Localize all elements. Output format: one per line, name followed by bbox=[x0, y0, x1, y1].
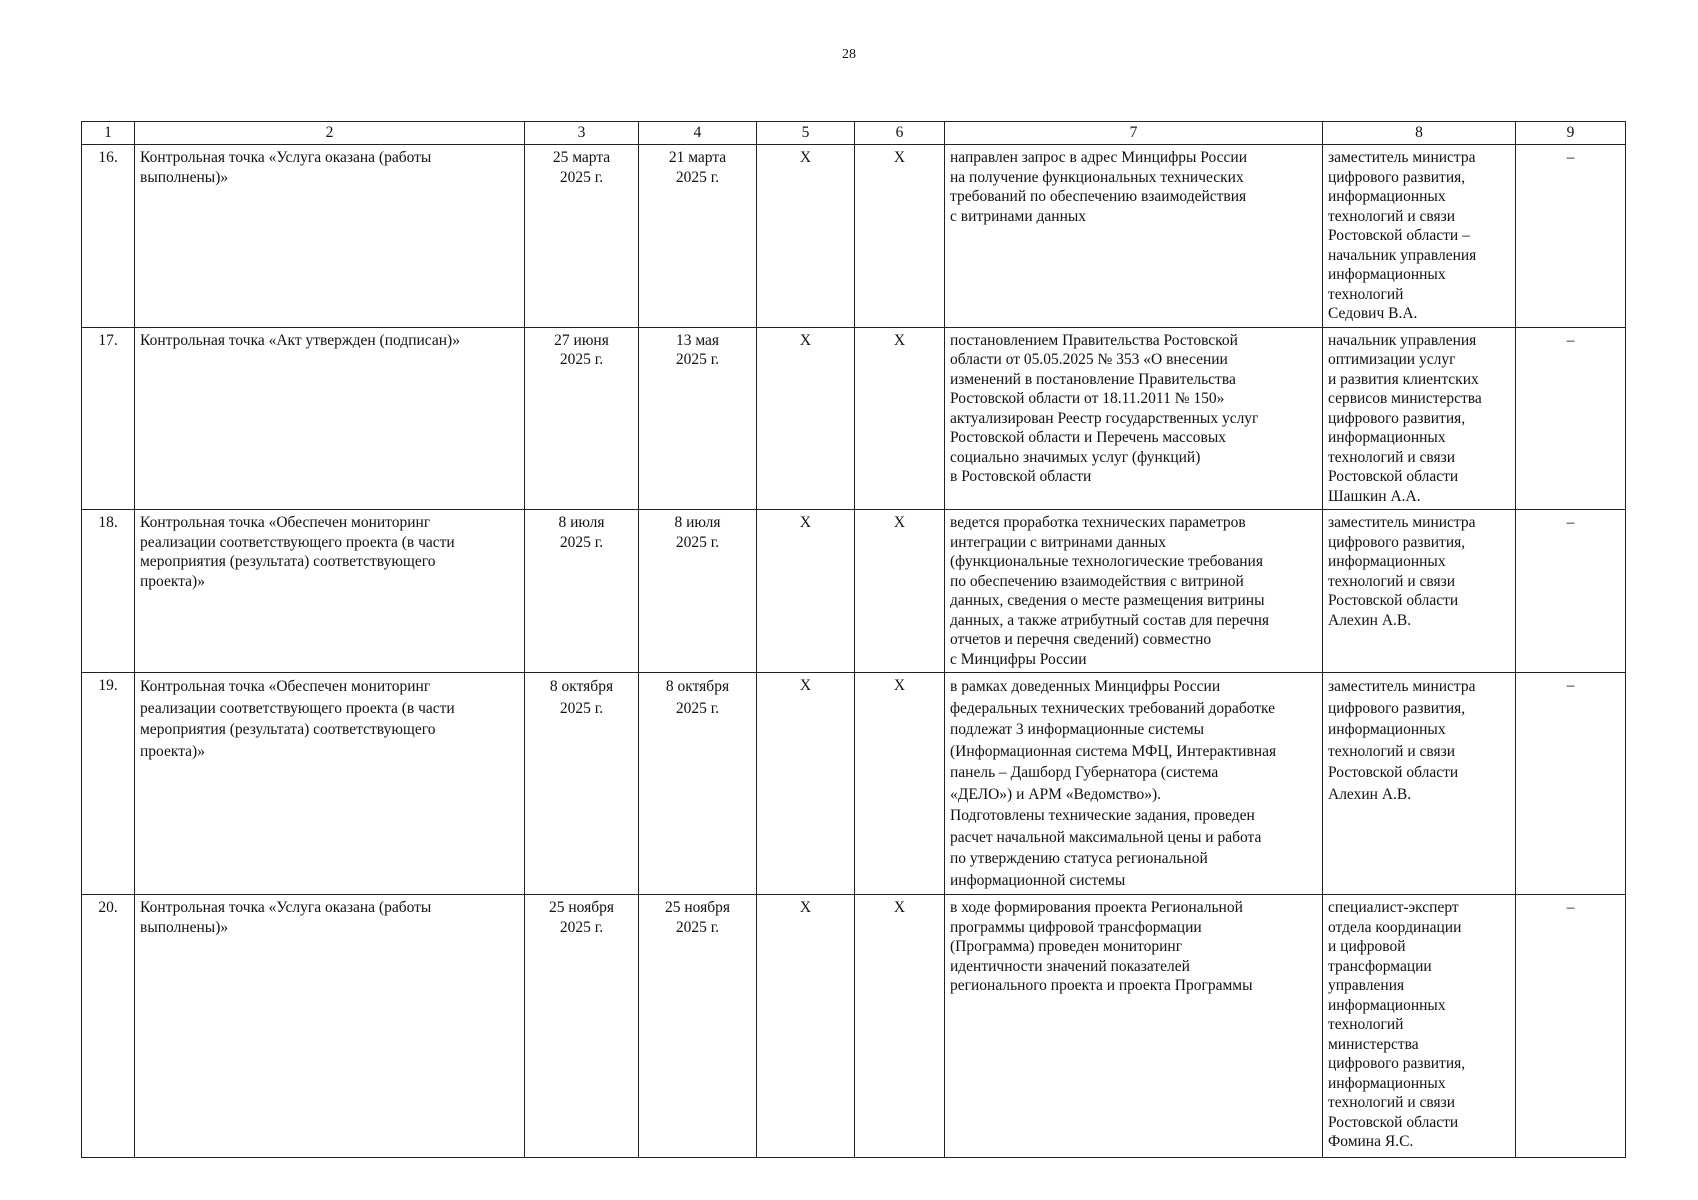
table-row bbox=[82, 673, 1626, 895]
checkpoints-table bbox=[81, 121, 1626, 1158]
checkpoint-name: Контрольная точка «Услуга оказана (работы выполнены)» bbox=[135, 895, 525, 1158]
column-header: 4 bbox=[639, 122, 757, 145]
responsible-person: заместитель министра цифрового развития, информационных технологий и связи Ростовской области Алехин А.В. bbox=[1323, 510, 1516, 673]
responsible-person: заместитель министра цифрового развития, информационных технологий и связи Ростовской области Алехин А.В. bbox=[1323, 673, 1516, 895]
column-6-cell: X bbox=[855, 327, 945, 510]
planned-date: 25 ноября 2025 г. bbox=[525, 895, 639, 1158]
table-row bbox=[82, 510, 1626, 673]
actual-date: 8 октября 2025 г. bbox=[639, 673, 757, 895]
checkpoint-name: Контрольная точка «Обеспечен мониторинг реализации соответствующего проекта (в части мероприятия (результата) соответствующего проекта)» bbox=[135, 673, 525, 895]
column-5-cell: X bbox=[757, 327, 855, 510]
responsible-person: начальник управления оптимизации услуг и развития клиентских сервисов министерства цифрового развития, информационных технологий и связи Ростовской области Шашкин А.А. bbox=[1323, 327, 1516, 510]
column-6-cell: X bbox=[855, 895, 945, 1158]
column-9-cell: – bbox=[1516, 673, 1626, 895]
responsible-person: заместитель министра цифрового развития, информационных технологий и связи Ростовской области – начальник управления информационных технологий Седович В.А. bbox=[1323, 145, 1516, 328]
row-number: 20. bbox=[82, 895, 135, 1158]
column-header: 5 bbox=[757, 122, 855, 145]
status-description: ведется проработка технических параметров интеграции с витринами данных (функциональные технологические требования по обеспечению взаимодействия с витриной данных, сведения о месте размещения витрины данных, а также атрибутный состав для перечня отчетов и перечня сведений) совместно с Минцифры России bbox=[945, 510, 1323, 673]
column-header: 7 bbox=[945, 122, 1323, 145]
status-description: постановлением Правительства Ростовской области от 05.05.2025 № 353 «О внесении изменений в постановление Правительства Ростовской области от 18.11.2011 № 150» актуализирован Реестр государственных услуг Ростовской области и Перечень массовых социально значимых услуг (функций) в Ростовской области bbox=[945, 327, 1323, 510]
column-5-cell: X bbox=[757, 895, 855, 1158]
status-description: направлен запрос в адрес Минцифры России на получение функциональных технических требований по обеспечению взаимодействия с витринами данных bbox=[945, 145, 1323, 328]
status-description: в ходе формирования проекта Региональной программы цифровой трансформации (Программа) проведен мониторинг идентичности значений показателей регионального проекта и проекта Программы bbox=[945, 895, 1323, 1158]
column-header: 1 bbox=[82, 122, 135, 145]
column-6-cell: X bbox=[855, 673, 945, 895]
status-description: в рамках доведенных Минцифры России федеральных технических требований доработке подлежат 3 информационные системы (Информационная система МФЦ, Интерактивная панель – Дашборд Губернатора (система «ДЕЛО») и АРМ «Ведомство»). Подготовлены технические задания, проведен расчет начальной максимальной цены и работа по утверждению статуса региональной информационной системы bbox=[945, 673, 1323, 895]
planned-date: 25 марта 2025 г. bbox=[525, 145, 639, 328]
planned-date: 8 октября 2025 г. bbox=[525, 673, 639, 895]
actual-date: 21 марта 2025 г. bbox=[639, 145, 757, 328]
checkpoint-name: Контрольная точка «Обеспечен мониторинг реализации соответствующего проекта (в части мероприятия (результата) соответствующего проекта)» bbox=[135, 510, 525, 673]
column-9-cell: – bbox=[1516, 145, 1626, 328]
column-6-cell: X bbox=[855, 145, 945, 328]
table-row bbox=[82, 145, 1626, 328]
row-number: 17. bbox=[82, 327, 135, 510]
column-9-cell: – bbox=[1516, 510, 1626, 673]
planned-date: 27 июня 2025 г. bbox=[525, 327, 639, 510]
row-number: 18. bbox=[82, 510, 135, 673]
checkpoint-name: Контрольная точка «Акт утвержден (подписан)» bbox=[135, 327, 525, 510]
column-9-cell: – bbox=[1516, 327, 1626, 510]
column-9-cell: – bbox=[1516, 895, 1626, 1158]
responsible-person: специалист-эксперт отдела координации и цифровой трансформации управления информационных технологий министерства цифрового развития, информационных технологий и связи Ростовской области Фомина Я.С. bbox=[1323, 895, 1516, 1158]
table-row bbox=[82, 327, 1626, 510]
column-header: 9 bbox=[1516, 122, 1626, 145]
actual-date: 13 мая 2025 г. bbox=[639, 327, 757, 510]
page-number: 28 bbox=[842, 47, 856, 62]
row-number: 16. bbox=[82, 145, 135, 328]
column-header: 3 bbox=[525, 122, 639, 145]
column-header: 6 bbox=[855, 122, 945, 145]
table-row bbox=[82, 895, 1626, 1158]
header-row bbox=[82, 122, 1626, 145]
column-5-cell: X bbox=[757, 145, 855, 328]
column-5-cell: X bbox=[757, 673, 855, 895]
column-header: 8 bbox=[1323, 122, 1516, 145]
column-header: 2 bbox=[135, 122, 525, 145]
planned-date: 8 июля 2025 г. bbox=[525, 510, 639, 673]
row-number: 19. bbox=[82, 673, 135, 895]
actual-date: 25 ноября 2025 г. bbox=[639, 895, 757, 1158]
checkpoint-name: Контрольная точка «Услуга оказана (работы выполнены)» bbox=[135, 145, 525, 328]
column-6-cell: X bbox=[855, 510, 945, 673]
actual-date: 8 июля 2025 г. bbox=[639, 510, 757, 673]
column-5-cell: X bbox=[757, 510, 855, 673]
